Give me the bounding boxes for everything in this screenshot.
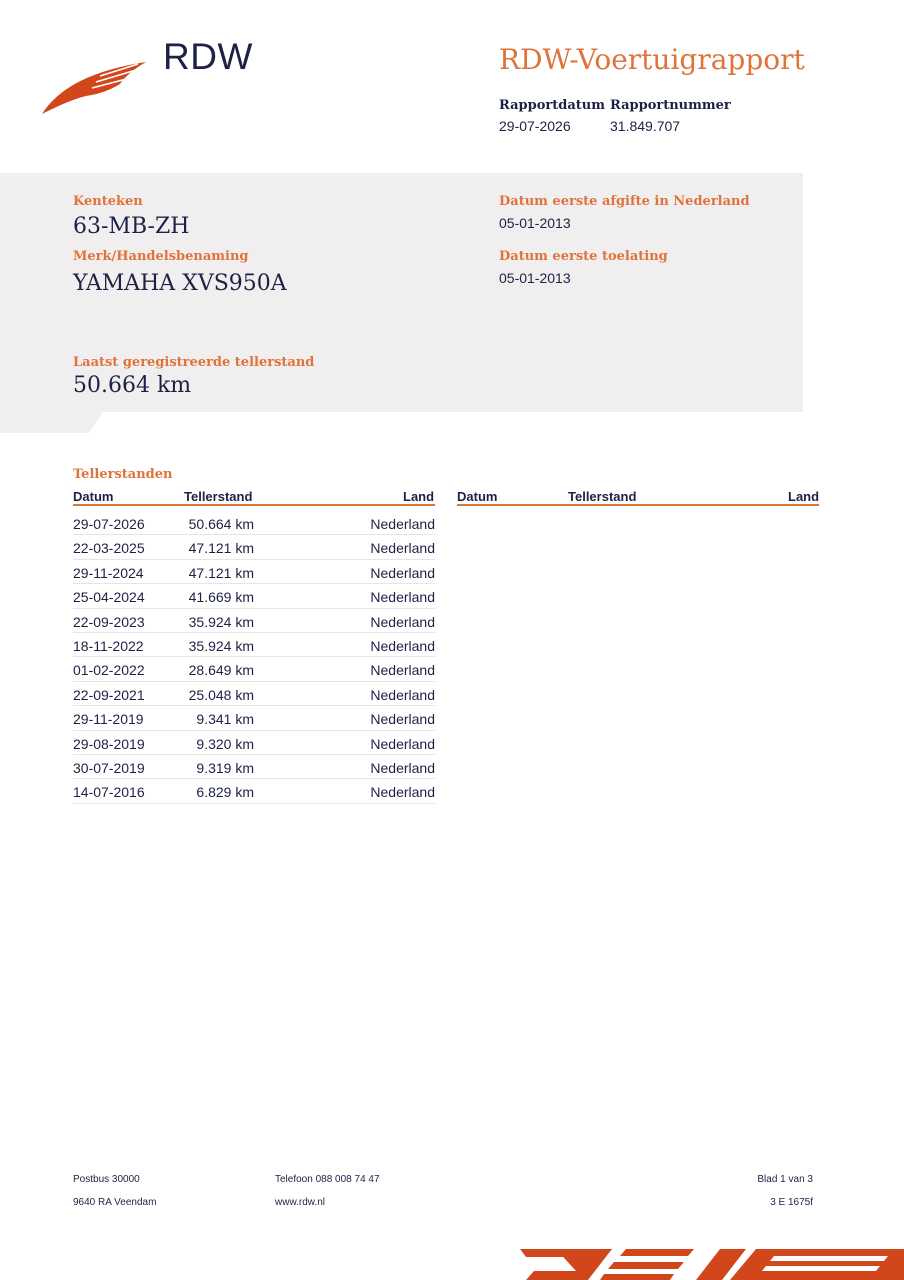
row-reading: 50.664 km bbox=[188, 516, 254, 532]
row-date: 29-08-2019 bbox=[73, 735, 145, 752]
row-reading: 47.121 km bbox=[188, 564, 254, 581]
row-date: 22-09-2023 bbox=[73, 613, 145, 630]
rdw-logo-icon bbox=[40, 56, 150, 116]
report-title: RDW-Voertuigrapport bbox=[499, 43, 805, 76]
odometer-section-title: Tellerstanden bbox=[73, 467, 173, 482]
row-country: Nederland bbox=[370, 686, 435, 703]
row-country: Nederland bbox=[370, 638, 435, 654]
row-date: 29-07-2026 bbox=[73, 516, 145, 532]
col-header-country: Land bbox=[403, 489, 435, 504]
row-reading: 47.121 km bbox=[188, 540, 254, 557]
make-value: YAMAHA XVS950A bbox=[73, 271, 287, 296]
table-row bbox=[73, 681, 435, 706]
table-row bbox=[73, 510, 435, 535]
row-reading: 9.320 km bbox=[196, 735, 254, 752]
row-date: 14-07-2016 bbox=[73, 784, 145, 801]
row-reading: 9.341 km bbox=[196, 711, 254, 728]
plate-number: 63-MB-ZH bbox=[73, 214, 190, 239]
row-country: Nederland bbox=[370, 613, 435, 630]
col-header-country-2: Land bbox=[788, 489, 820, 504]
table-row bbox=[73, 608, 435, 633]
table-row bbox=[73, 559, 435, 584]
footer-page-number: Blad 1 van 3 bbox=[757, 1174, 813, 1185]
row-reading: 35.924 km bbox=[188, 638, 254, 654]
footer-address-line1: Postbus 30000 bbox=[73, 1174, 140, 1185]
row-date: 29-11-2019 bbox=[73, 711, 144, 728]
report-date-label: Rapportdatum bbox=[499, 98, 605, 113]
first-issue-nl-value: 05-01-2013 bbox=[499, 215, 571, 231]
last-odometer-label: Laatst geregistreerde tellerstand bbox=[73, 355, 315, 370]
row-reading: 6.829 km bbox=[196, 784, 254, 801]
row-country: Nederland bbox=[370, 564, 435, 581]
row-date: 30-07-2019 bbox=[73, 760, 145, 776]
row-country: Nederland bbox=[370, 735, 435, 752]
report-number: 31.849.707 bbox=[610, 118, 681, 134]
row-date: 01-02-2022 bbox=[73, 662, 145, 679]
row-reading: 35.924 km bbox=[188, 613, 254, 630]
col-header-reading-2: Tellerstand bbox=[568, 489, 637, 504]
col-header-date-2: Datum bbox=[457, 489, 498, 504]
row-country: Nederland bbox=[370, 516, 435, 532]
brand-name: RDW bbox=[163, 36, 253, 77]
row-date: 18-11-2022 bbox=[73, 638, 144, 654]
footer-website[interactable]: www.rdw.nl bbox=[275, 1197, 326, 1208]
row-reading: 28.649 km bbox=[188, 662, 254, 679]
footer-address-line2: 9640 RA Veendam bbox=[73, 1197, 157, 1208]
row-country: Nederland bbox=[370, 589, 435, 606]
decorative-stripes-icon bbox=[516, 1240, 904, 1280]
plate-label: Kenteken bbox=[73, 194, 143, 209]
table-row bbox=[73, 730, 435, 755]
row-country: Nederland bbox=[370, 760, 435, 776]
table-row bbox=[73, 583, 435, 608]
row-reading: 25.048 km bbox=[188, 686, 254, 703]
row-country: Nederland bbox=[370, 662, 435, 679]
footer-phone: Telefoon 088 008 74 47 bbox=[275, 1174, 380, 1185]
col-header-reading: Tellerstand bbox=[184, 489, 253, 504]
table-row bbox=[73, 534, 435, 559]
table-header-rule bbox=[73, 504, 435, 506]
row-date: 25-04-2024 bbox=[73, 589, 145, 606]
table-row bbox=[73, 632, 435, 657]
last-odometer-value: 50.664 km bbox=[73, 373, 192, 398]
report-date: 29-07-2026 bbox=[499, 118, 571, 134]
row-date: 29-11-2024 bbox=[73, 564, 144, 581]
row-date: 22-03-2025 bbox=[73, 540, 145, 557]
first-admission-value: 05-01-2013 bbox=[499, 270, 571, 286]
table-row bbox=[73, 778, 435, 803]
table-row bbox=[73, 656, 435, 681]
make-label: Merk/Handelsbenaming bbox=[73, 249, 249, 264]
row-reading: 9.319 km bbox=[196, 760, 254, 776]
row-country: Nederland bbox=[370, 711, 435, 728]
footer-code: 3 E 1675f bbox=[770, 1197, 813, 1208]
col-header-date: Datum bbox=[73, 489, 114, 504]
row-country: Nederland bbox=[370, 784, 435, 801]
first-admission-label: Datum eerste toelating bbox=[499, 249, 668, 264]
table-row bbox=[73, 754, 435, 779]
report-number-label: Rapportnummer bbox=[610, 98, 731, 113]
first-issue-nl-label: Datum eerste afgifte in Nederland bbox=[499, 194, 750, 209]
row-country: Nederland bbox=[370, 540, 435, 557]
table-row bbox=[73, 705, 435, 730]
table-header-rule-2 bbox=[457, 504, 819, 506]
row-reading: 41.669 km bbox=[188, 589, 254, 606]
row-date: 22-09-2021 bbox=[73, 686, 145, 703]
